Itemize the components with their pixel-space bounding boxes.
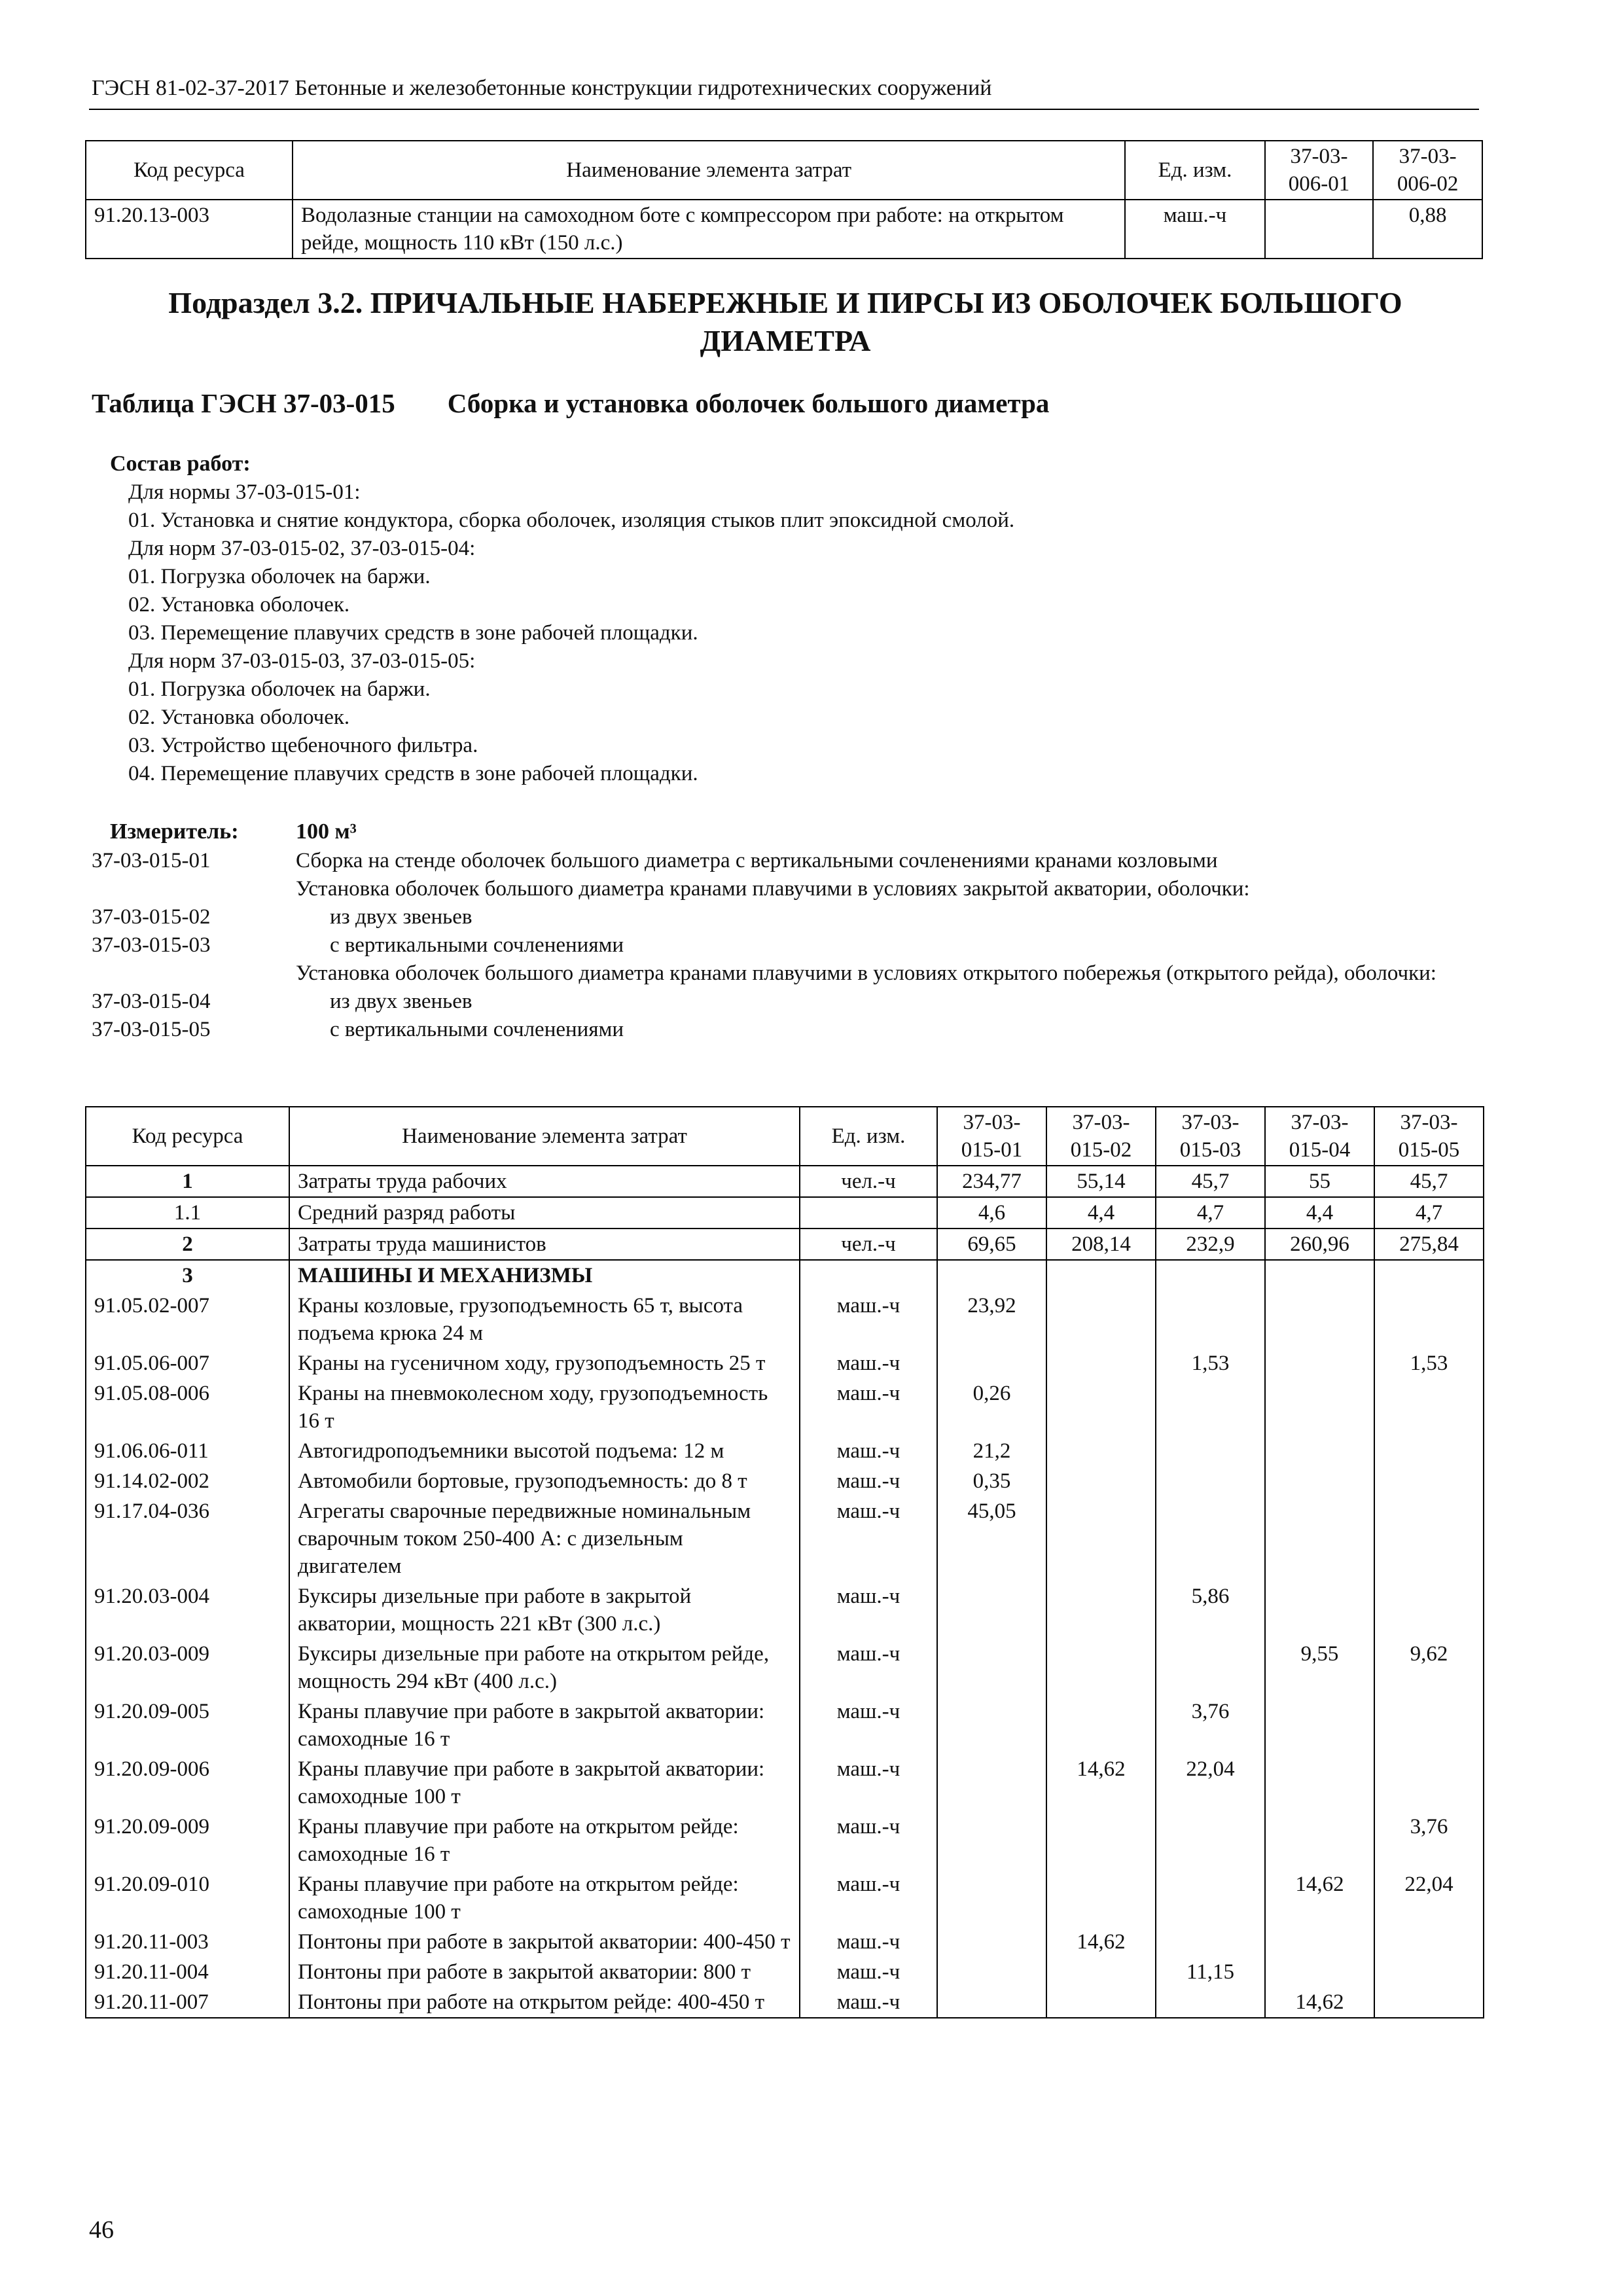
table-cell <box>937 1812 1046 1869</box>
table-cell <box>800 1197 937 1229</box>
table-cell <box>1046 1987 1156 2018</box>
table-cell: 0,26 <box>937 1378 1046 1436</box>
col-header: Ед. изм. <box>1125 141 1264 200</box>
norm-code <box>92 960 296 988</box>
work-composition-item: 03. Устройство щебеночного фильтра. <box>128 734 478 757</box>
table-cell: 208,14 <box>1046 1229 1156 1260</box>
table-cell: Понтоны при работе в закрытой акватории: 800 т <box>289 1957 800 1987</box>
table-row <box>86 200 1482 259</box>
table-cell: 91.05.06-007 <box>86 1348 289 1378</box>
table-cell <box>1374 1987 1484 2018</box>
table-cell: Краны плавучие при работе в закрытой акватории: самоходные 16 т <box>289 1696 800 1754</box>
table-cell <box>937 1754 1046 1812</box>
table-caption <box>92 387 1049 419</box>
table-cell: 275,84 <box>1374 1229 1484 1260</box>
page-number: 46 <box>89 2216 114 2244</box>
subsection-title: Подраздел 3.2. ПРИЧАЛЬНЫЕ НАБЕРЕЖНЫЕ И ПИРСЫ ИЗ ОБОЛОЧЕК БОЛЬШОГО ДИАМЕТРА <box>168 286 1402 357</box>
table-cell <box>1046 1812 1156 1869</box>
norm-code: 37-03-015-03 <box>92 933 211 957</box>
table-cell: 14,62 <box>1265 1987 1374 2018</box>
table-cell: Краны на гусеничном ходу, грузоподъемность 25 т <box>289 1348 800 1378</box>
table-cell: 91.20.09-009 <box>86 1812 289 1869</box>
table-cell <box>1265 1696 1374 1754</box>
table-row <box>86 1957 1484 1987</box>
norm-code <box>92 875 296 903</box>
table-cell: 3 <box>86 1260 289 1291</box>
table-cell: 23,92 <box>937 1291 1046 1348</box>
table-cell: 45,05 <box>937 1496 1046 1581</box>
table-cell <box>1046 1291 1156 1348</box>
table-cell <box>1156 1496 1265 1581</box>
table-cell <box>1265 1291 1374 1348</box>
table-cell: 9,55 <box>1265 1639 1374 1696</box>
table-cell: 4,7 <box>1374 1197 1484 1229</box>
table-cell: 69,65 <box>937 1229 1046 1260</box>
table-cell <box>1265 1581 1374 1639</box>
work-composition-item: 02. Установка оболочек. <box>128 593 350 617</box>
norm-description: из двух звеньев <box>330 990 473 1013</box>
table-cell <box>1265 1466 1374 1496</box>
table-cell: 4,4 <box>1265 1197 1374 1229</box>
table-cell: 21,2 <box>937 1436 1046 1466</box>
table-cell: 4,4 <box>1046 1197 1156 1229</box>
table-cell: маш.-ч <box>800 1957 937 1987</box>
table-cell: Автомобили бортовые, грузоподъемность: до 8 т <box>289 1466 800 1496</box>
table-cell: Краны плавучие при работе на открытом рейде: самоходные 100 т <box>289 1869 800 1927</box>
norm-row <box>92 1016 1527 1044</box>
table-cell: 45,7 <box>1156 1166 1265 1197</box>
table-cell: 55,14 <box>1046 1166 1156 1197</box>
table-cell <box>1265 1496 1374 1581</box>
table-cell <box>1374 1496 1484 1581</box>
table-cell <box>937 1348 1046 1378</box>
table-cell <box>1156 1466 1265 1496</box>
table-row <box>86 1378 1484 1436</box>
table-cell: Затраты труда рабочих <box>289 1166 800 1197</box>
table-cell: 5,86 <box>1156 1581 1265 1639</box>
col-header: Наименование элемента затрат <box>293 141 1125 200</box>
table-cell: 2 <box>86 1229 289 1260</box>
table-cell <box>937 1987 1046 2018</box>
table-row <box>86 1812 1484 1869</box>
table-cell <box>1374 1291 1484 1348</box>
work-composition-list <box>128 478 1014 788</box>
table-cell: маш.-ч <box>800 1436 937 1466</box>
table-cell: 91.20.09-006 <box>86 1754 289 1812</box>
measure-label: Измеритель: <box>110 819 239 844</box>
table-cell: 91.20.03-004 <box>86 1581 289 1639</box>
table-cell: маш.-ч <box>800 1927 937 1957</box>
table-cell: 14,62 <box>1046 1754 1156 1812</box>
table-cell: 91.20.11-007 <box>86 1987 289 2018</box>
resource-table <box>85 1106 1484 2018</box>
table-cell: маш.-ч <box>800 1639 937 1696</box>
work-composition-item: Для норм 37-03-015-03, 37-03-015-05: <box>128 649 476 673</box>
table-cell <box>1265 1957 1374 1987</box>
table-cell <box>1046 1436 1156 1466</box>
table-cell <box>1374 1927 1484 1957</box>
table-row <box>86 1348 1484 1378</box>
norm-description: Установка оболочек большого диаметра кранами плавучими в условиях закрытой акватории, оболочки: <box>296 877 1250 901</box>
work-composition-item: 01. Установка и снятие кондуктора, сборка оболочек, изоляция стыков плит эпоксидной смолой. <box>128 509 1015 532</box>
table-cell <box>937 1869 1046 1927</box>
table-cell: маш.-ч <box>800 1291 937 1348</box>
table-cell <box>937 1696 1046 1754</box>
col-header: Наименование элемента затрат <box>289 1107 800 1166</box>
table-cell: МАШИНЫ И МЕХАНИЗМЫ <box>289 1260 800 1291</box>
table-cell <box>1374 1957 1484 1987</box>
table-cell <box>1374 1378 1484 1436</box>
table-cell <box>1156 1987 1265 2018</box>
table-row <box>86 1291 1484 1348</box>
table-cell <box>937 1260 1046 1291</box>
table-row <box>86 1581 1484 1639</box>
table-row <box>86 1197 1484 1229</box>
norm-list <box>92 847 1527 1044</box>
norm-row <box>92 988 1527 1016</box>
table-row <box>86 1229 1484 1260</box>
col-header: 37-03- 015-03 <box>1156 1107 1265 1166</box>
col-header: Код ресурса <box>86 141 293 200</box>
table-row <box>86 1496 1484 1581</box>
table-cell: маш.-ч <box>800 1466 937 1496</box>
col-header: 37-03- 006-01 <box>1265 141 1374 200</box>
table-body <box>86 200 1482 259</box>
norm-row <box>92 931 1527 960</box>
table-cell: чел.-ч <box>800 1229 937 1260</box>
norm-code: 37-03-015-05 <box>92 1018 211 1041</box>
norm-code: 37-03-015-01 <box>92 849 211 872</box>
table-cell <box>1374 1260 1484 1291</box>
table-row <box>86 1639 1484 1696</box>
table-row <box>86 1436 1484 1466</box>
table-cell: 22,04 <box>1374 1869 1484 1927</box>
table-row <box>86 1987 1484 2018</box>
table-cell <box>1046 1260 1156 1291</box>
table-header-row <box>86 141 1482 200</box>
norm-code: 37-03-015-04 <box>92 990 211 1013</box>
table-cell <box>800 1260 937 1291</box>
table-cell: маш.-ч <box>800 1378 937 1436</box>
table-cell: маш.-ч <box>800 1987 937 2018</box>
table-cell <box>1046 1639 1156 1696</box>
table-cell: Краны плавучие при работе на открытом рейде: самоходные 16 т <box>289 1812 800 1869</box>
table-cell: 232,9 <box>1156 1229 1265 1260</box>
table-cell: маш.-ч <box>800 1496 937 1581</box>
table-cell <box>1156 1260 1265 1291</box>
table-cell <box>1156 1378 1265 1436</box>
table-cell: Водолазные станции на самоходном боте с компрессором при работе: на открытом рейде, мощность 110 кВт (150 л.с.) <box>293 200 1125 259</box>
work-composition-item: Для норм 37-03-015-02, 37-03-015-04: <box>128 537 476 560</box>
table-cell: 14,62 <box>1046 1927 1156 1957</box>
table-cell: маш.-ч <box>800 1348 937 1378</box>
table-cell: 45,7 <box>1374 1166 1484 1197</box>
table-cell: 91.20.11-004 <box>86 1957 289 1987</box>
table-number: Таблица ГЭСН 37-03-015 <box>92 388 395 418</box>
norm-row <box>92 960 1527 988</box>
table-cell: 22,04 <box>1156 1754 1265 1812</box>
table-cell: 3,76 <box>1156 1696 1265 1754</box>
table-cell: Буксиры дизельные при работе в закрытой акватории, мощность 221 кВт (300 л.с.) <box>289 1581 800 1639</box>
table-cell: 1.1 <box>86 1197 289 1229</box>
table-cell: 91.05.02-007 <box>86 1291 289 1348</box>
table-cell <box>937 1639 1046 1696</box>
header-rule <box>89 109 1479 110</box>
table-row <box>86 1466 1484 1496</box>
table-cell: 91.20.09-010 <box>86 1869 289 1927</box>
table-cell: Буксиры дизельные при работе на открытом рейде, мощность 294 кВт (400 л.с.) <box>289 1639 800 1696</box>
table-row <box>86 1927 1484 1957</box>
table-cell <box>1156 1812 1265 1869</box>
table-cell: 91.20.03-009 <box>86 1639 289 1696</box>
table-cell <box>1046 1696 1156 1754</box>
table-cell: 91.20.09-005 <box>86 1696 289 1754</box>
table-cell <box>1046 1581 1156 1639</box>
running-header: ГЭСН 81-02-37-2017 Бетонные и железобетонные конструкции гидротехнических сооружений <box>92 76 992 100</box>
work-composition-label: Состав работ: <box>110 452 251 476</box>
table-row <box>86 1696 1484 1754</box>
table-cell: 91.14.02-002 <box>86 1466 289 1496</box>
table-cell: 4,7 <box>1156 1197 1265 1229</box>
table-cell <box>1265 1754 1374 1812</box>
table-cell: маш.-ч <box>800 1696 937 1754</box>
norm-description: с вертикальными сочленениями <box>330 1018 624 1041</box>
work-composition-item: 02. Установка оболочек. <box>128 706 350 729</box>
table-cell <box>1374 1581 1484 1639</box>
table-cell <box>937 1581 1046 1639</box>
work-composition-item: 03. Перемещение плавучих средств в зоне рабочей площадки. <box>128 621 698 645</box>
table-cell: Краны козловые, грузоподъемность 65 т, высота подъема крюка 24 м <box>289 1291 800 1348</box>
work-composition-item: Для нормы 37-03-015-01: <box>128 480 361 504</box>
table-cell: Затраты труда машинистов <box>289 1229 800 1260</box>
col-header: Ед. изм. <box>800 1107 937 1166</box>
table-body <box>86 1166 1484 2018</box>
table-row <box>86 1260 1484 1291</box>
table-cell: чел.-ч <box>800 1166 937 1197</box>
table-cell <box>1046 1348 1156 1378</box>
table-cell <box>1156 1869 1265 1927</box>
table-cell <box>1265 1436 1374 1466</box>
norm-code: 37-03-015-02 <box>92 905 211 929</box>
table-cell <box>1046 1957 1156 1987</box>
table-cell <box>1265 1812 1374 1869</box>
table-cell: Автогидроподъемники высотой подъема: 12 м <box>289 1436 800 1466</box>
measure-value: 100 м³ <box>296 819 357 844</box>
work-composition-item: 01. Погрузка оболочек на баржи. <box>128 677 431 701</box>
table-cell: 91.05.08-006 <box>86 1378 289 1436</box>
table-header-row <box>86 1107 1484 1166</box>
col-header: 37-03- 015-05 <box>1374 1107 1484 1166</box>
table-cell: 0,35 <box>937 1466 1046 1496</box>
table-cell: Понтоны при работе на открытом рейде: 400-450 т <box>289 1987 800 2018</box>
col-header: Код ресурса <box>86 1107 289 1166</box>
col-header: 37-03- 015-01 <box>937 1107 1046 1166</box>
table-cell <box>937 1957 1046 1987</box>
table-cell <box>1265 1378 1374 1436</box>
table-cell: 260,96 <box>1265 1229 1374 1260</box>
norm-row <box>92 875 1527 903</box>
table-cell: 234,77 <box>937 1166 1046 1197</box>
table-cell: 91.20.11-003 <box>86 1927 289 1957</box>
table-cell <box>1046 1496 1156 1581</box>
table-row <box>86 1754 1484 1812</box>
table-cell: 91.17.04-036 <box>86 1496 289 1581</box>
table-cell <box>1265 1348 1374 1378</box>
table-cell: Агрегаты сварочные передвижные номинальным сварочным током 250-400 А: с дизельным двигателем <box>289 1496 800 1581</box>
table-cell <box>1374 1696 1484 1754</box>
table-cell: 91.20.13-003 <box>86 200 293 259</box>
table-cell: маш.-ч <box>800 1869 937 1927</box>
norm-description: из двух звеньев <box>330 905 473 929</box>
norm-description: Сборка на стенде оболочек большого диаметра с вертикальными сочленениями кранами козловыми <box>296 849 1218 872</box>
col-header: 37-03- 015-02 <box>1046 1107 1156 1166</box>
table-cell <box>1374 1466 1484 1496</box>
col-header: 37-03- 006-02 <box>1373 141 1482 200</box>
table-cell: маш.-ч <box>800 1754 937 1812</box>
table-cell: 1 <box>86 1166 289 1197</box>
table-cell: 55 <box>1265 1166 1374 1197</box>
table-cell: 4,6 <box>937 1197 1046 1229</box>
table-row <box>86 1166 1484 1197</box>
table-cell <box>1156 1291 1265 1348</box>
table-cell: 11,15 <box>1156 1957 1265 1987</box>
table-cell: 3,76 <box>1374 1812 1484 1869</box>
table-cell: 1,53 <box>1374 1348 1484 1378</box>
table-cell <box>1265 1260 1374 1291</box>
table-row <box>86 1869 1484 1927</box>
table-cell: 14,62 <box>1265 1869 1374 1927</box>
table-cell <box>1046 1378 1156 1436</box>
table-cell: маш.-ч <box>1125 200 1264 259</box>
work-composition-item: 04. Перемещение плавучих средств в зоне рабочей площадки. <box>128 762 698 785</box>
norm-row <box>92 847 1527 875</box>
table-cell <box>1046 1466 1156 1496</box>
table-cell <box>1156 1927 1265 1957</box>
table-cell <box>1156 1436 1265 1466</box>
col-header: 37-03- 015-04 <box>1265 1107 1374 1166</box>
table-cell <box>1265 1927 1374 1957</box>
table-cell <box>1046 1869 1156 1927</box>
resource-table-continued <box>85 140 1483 259</box>
table-cell: Краны плавучие при работе в закрытой акватории: самоходные 100 т <box>289 1754 800 1812</box>
table-cell: 91.06.06-011 <box>86 1436 289 1466</box>
table-cell <box>1156 1639 1265 1696</box>
table-cell: 9,62 <box>1374 1639 1484 1696</box>
norm-row <box>92 903 1527 931</box>
table-cell: Понтоны при работе в закрытой акватории: 400-450 т <box>289 1927 800 1957</box>
table-cell <box>937 1927 1046 1957</box>
table-cell <box>1374 1754 1484 1812</box>
table-cell: маш.-ч <box>800 1812 937 1869</box>
table-cell: маш.-ч <box>800 1581 937 1639</box>
table-cell: Краны на пневмоколесном ходу, грузоподъемность 16 т <box>289 1378 800 1436</box>
norm-description: с вертикальными сочленениями <box>330 933 624 957</box>
table-title: Сборка и установка оболочек большого диаметра <box>447 388 1050 418</box>
table-cell <box>1265 200 1374 259</box>
table-cell: 1,53 <box>1156 1348 1265 1378</box>
table-cell: Средний разряд работы <box>289 1197 800 1229</box>
table-cell <box>1374 1436 1484 1466</box>
work-composition-item: 01. Погрузка оболочек на баржи. <box>128 565 431 588</box>
norm-description: Установка оболочек большого диаметра кранами плавучими в условиях открытого побережья (открытого рейда), оболочки: <box>296 961 1436 985</box>
table-cell: 0,88 <box>1373 200 1482 259</box>
